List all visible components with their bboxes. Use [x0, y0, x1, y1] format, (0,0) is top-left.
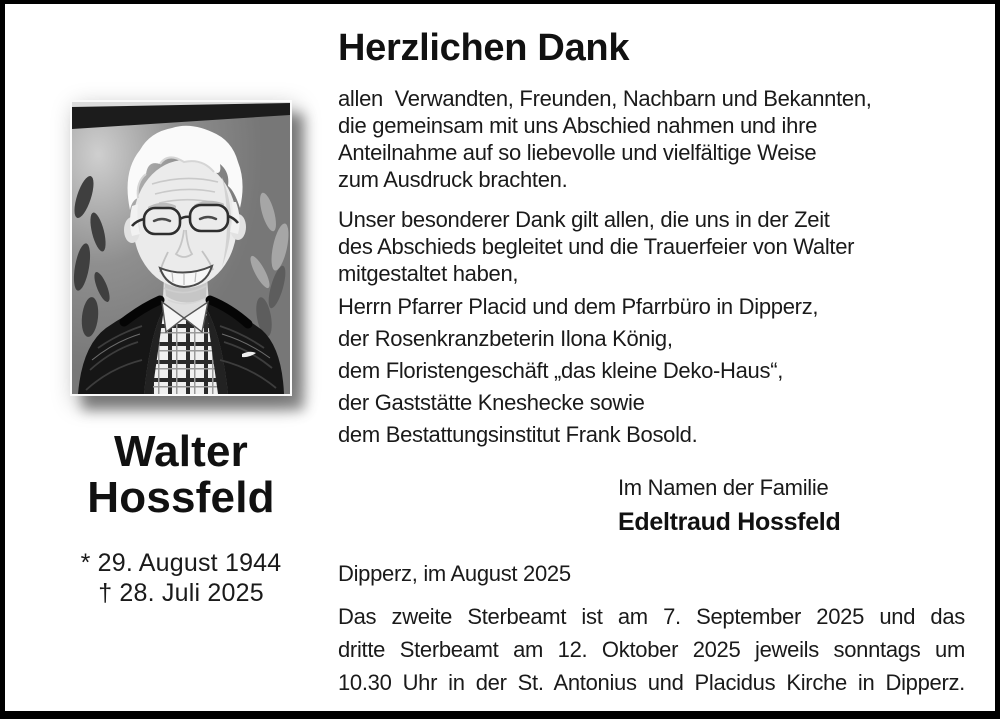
family-intro: Im Namen der Familie — [618, 475, 829, 500]
death-date: † 28. Juli 2025 — [98, 579, 264, 607]
place-date: Dipperz, im August 2025 — [338, 561, 571, 586]
deceased-last-name: Hossfeld — [87, 473, 275, 522]
text-line: allen Verwandten, Freunden, Nachbarn und Bekannten, — [338, 86, 872, 111]
deceased-first-name: Walter — [113, 427, 249, 476]
thanks-list-item: dem Bestattungsinstitut Frank Bosold. — [338, 422, 698, 447]
special-thanks-paragraph — [338, 206, 854, 287]
thanks-list-item: der Gaststätte Kneshecke sowie — [338, 390, 645, 415]
notice-content — [5, 4, 995, 711]
text-line: Anteilnahme auf so liebevolle und vielfältige Weise — [338, 140, 817, 165]
text-line: mitgestaltet haben, — [338, 261, 519, 286]
thanks-paragraph — [338, 85, 872, 193]
text-line: Das zweite Sterbeamt ist am 7. September 2025 und das — [338, 604, 965, 629]
closing-paragraph — [338, 600, 965, 699]
thanks-list-item: Herrn Pfarrer Placid und dem Pfarrbüro in Dipperz, — [338, 294, 819, 319]
thanks-list — [338, 291, 818, 451]
text-line: 10.30 Uhr in der St. Antonius und Placidus Kirche in Dipperz. — [338, 670, 965, 695]
text-line: dritte Sterbeamt am 12. Oktober 2025 jeweils sonntags um — [338, 637, 965, 662]
portrait-photo — [70, 100, 292, 396]
text-line: die gemeinsam mit uns Abschied nahmen und ihre — [338, 113, 818, 138]
text-line: Unser besonderer Dank gilt allen, die uns in der Zeit — [338, 207, 830, 232]
birth-date: * 29. August 1944 — [80, 549, 282, 577]
text-line: zum Ausdruck brachten. — [338, 167, 568, 192]
thanks-list-item: dem Floristengeschäft „das kleine Deko-Haus“, — [338, 358, 784, 383]
life-dates — [5, 548, 357, 608]
deceased-name — [5, 429, 357, 521]
thanks-list-item: der Rosenkranzbeterin Ilona König, — [338, 326, 673, 351]
signature-block — [338, 474, 965, 537]
notice-title: Herzlichen Dank — [338, 27, 630, 69]
family-name: Edeltraud Hossfeld — [618, 508, 841, 536]
text-line: des Abschieds begleitet und die Trauerfeier von Walter — [338, 234, 855, 259]
portrait-photo-illustration — [72, 102, 290, 394]
